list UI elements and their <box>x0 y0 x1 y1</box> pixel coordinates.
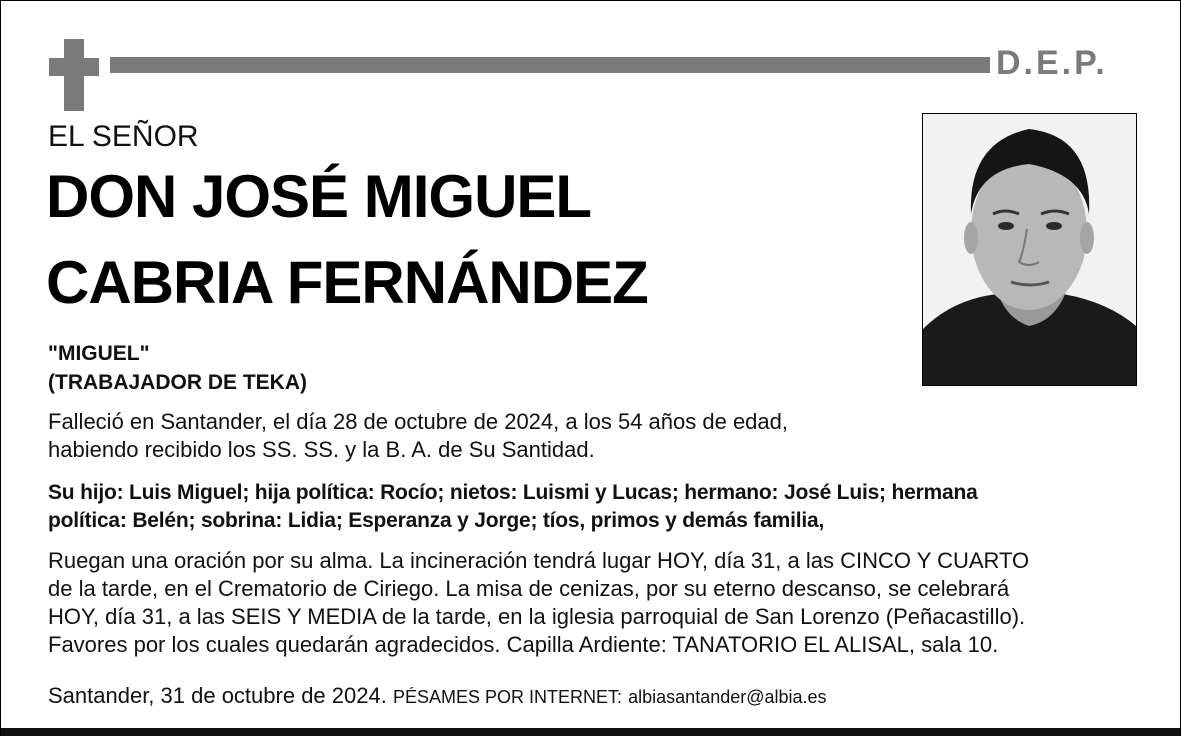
dep-label: D.E.P. <box>996 44 1108 82</box>
family-line: Su hijo: Luis Miguel; hija política: Rocío; nietos: Luismi y Lucas; hermano: José Luis; hermana <box>48 481 978 504</box>
ceremony-paragraph <box>48 547 1148 659</box>
death-line: Falleció en Santander, el día 28 de octubre de 2024, a los 54 años de edad, <box>48 409 788 434</box>
ceremony-line: de la tarde, en el Crematorio de Ciriego. La misa de cenizas, por su eterno descanso, se celebrará <box>48 576 1010 601</box>
condolences-label: PÉSAMES POR INTERNET: <box>392 687 623 707</box>
email-link[interactable]: albiasantander@albia.es <box>628 687 827 707</box>
header-rule <box>110 57 990 73</box>
deceased-name-line2: CABRIA FERNÁNDEZ <box>46 249 648 316</box>
death-paragraph <box>48 408 908 464</box>
pretitle: EL SEÑOR <box>48 120 199 153</box>
ceremony-line: Ruegan una oración por su alma. La incineración tendrá lugar HOY, día 31, a las CINCO Y CUARTO <box>48 548 1030 573</box>
family-line: política: Belén; sobrina: Lidia; Esperanza y Jorge; tíos, primos y demás familia, <box>48 509 825 532</box>
place-date: Santander, 31 de octubre de 2024. <box>48 683 387 708</box>
death-line: habiendo recibido los SS. SS. y la B. A. de Su Santidad. <box>48 437 595 462</box>
closing-line <box>48 682 827 711</box>
family-paragraph <box>48 479 1148 535</box>
ceremony-line: HOY, día 31, a las SEIS Y MEDIA de la tarde, en la iglesia parroquial de San Lorenzo (Peñacastillo). <box>48 604 1026 629</box>
deceased-photo <box>922 113 1137 386</box>
ceremony-line: Favores por los cuales quedarán agradecidos. Capilla Ardiente: TANATORIO EL ALISAL, sala 10. <box>48 632 999 657</box>
occupation: (TRABAJADOR DE TEKA) <box>48 371 307 394</box>
deceased-name-line1: DON JOSÉ MIGUEL <box>46 163 592 230</box>
nickname: "MIGUEL" <box>48 342 150 365</box>
bottom-rule <box>1 728 1180 736</box>
